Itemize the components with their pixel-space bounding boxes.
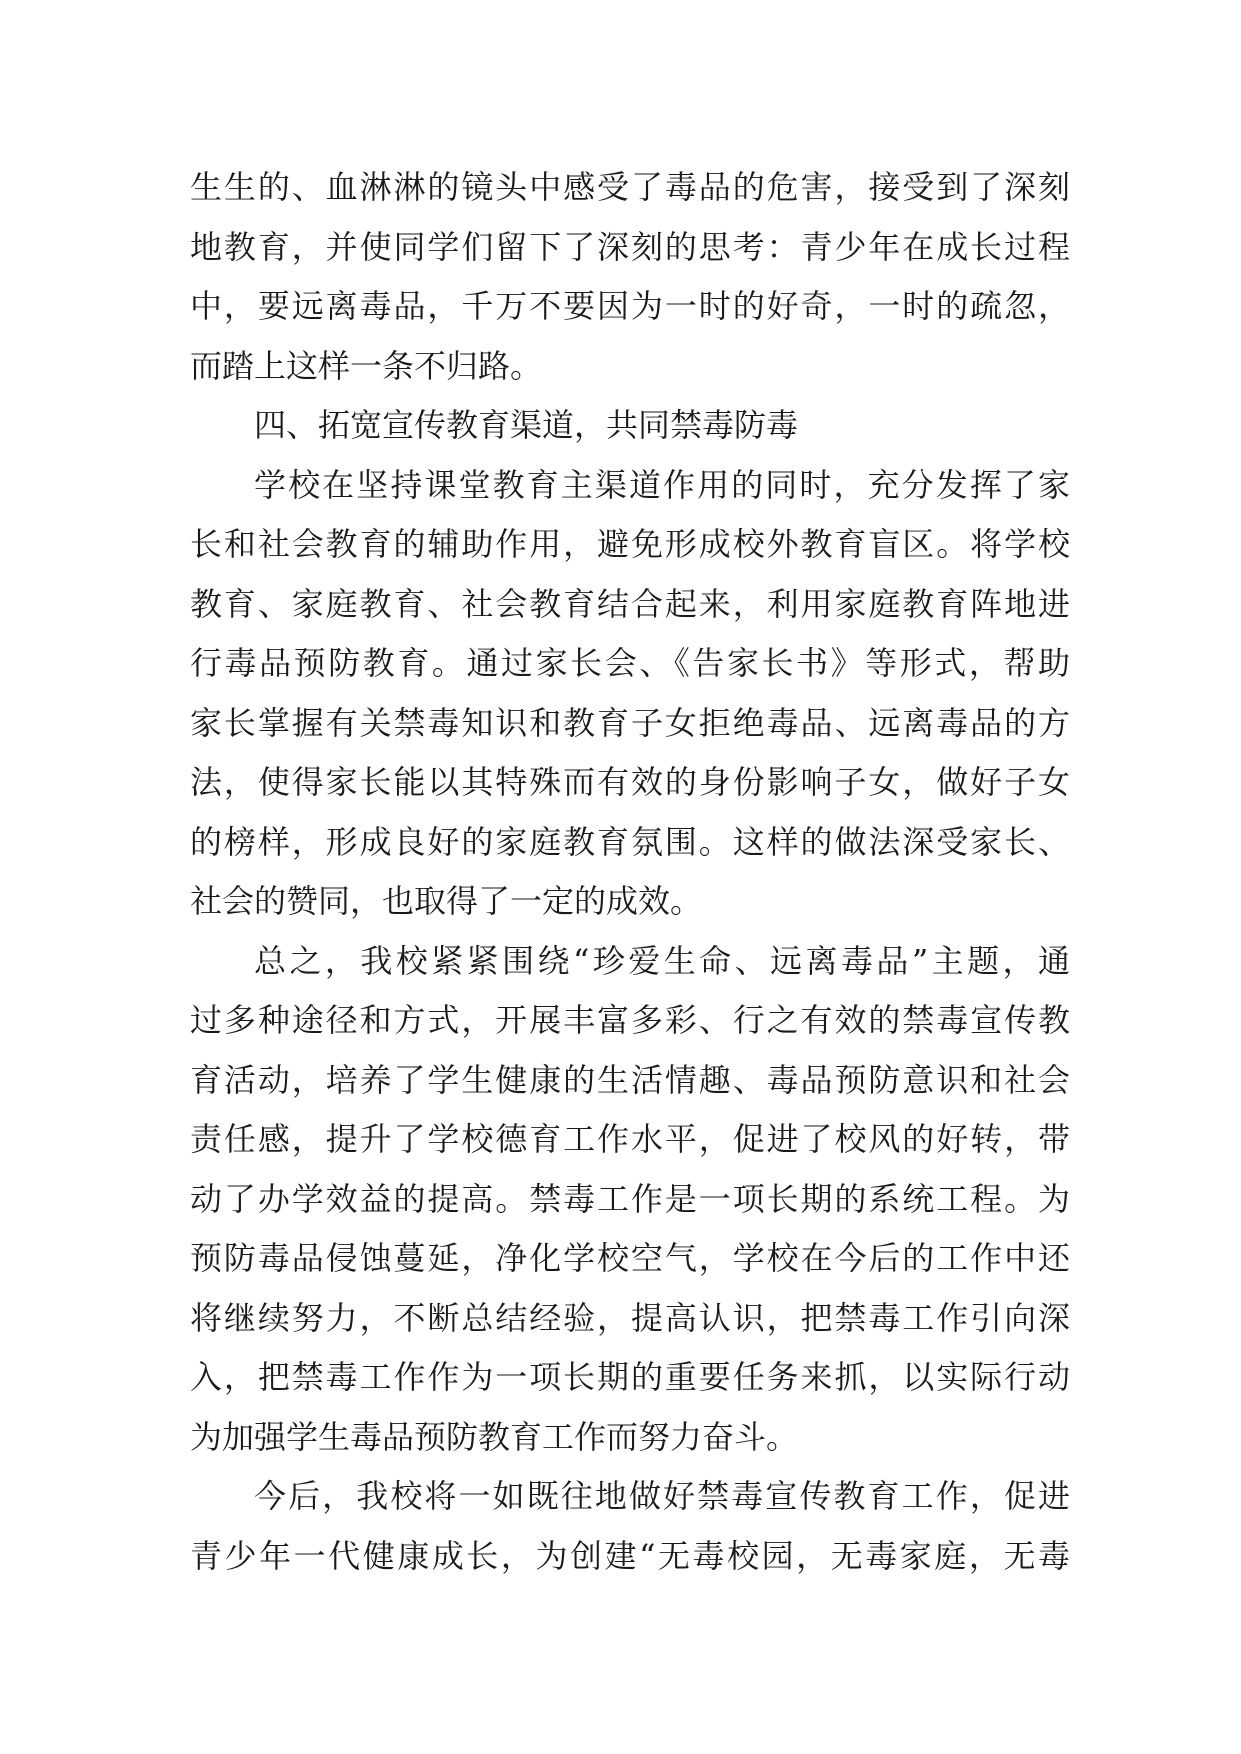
- text-line: 育活动，培养了学生健康的生活情趣、毒品预防意识和社会: [190, 1060, 1070, 1099]
- text-line: 法，使得家长能以其特殊而有效的身份影响子女，做好子女: [190, 763, 1070, 801]
- text-line: 过多种途径和方式，开展丰富多彩、行之有效的禁毒宣传教: [190, 1001, 1070, 1039]
- text-line: 责任感，提升了学校德育工作水平，促进了校风的好转，带: [190, 1120, 1070, 1158]
- text-line: 家长掌握有关禁毒知识和教育子女拒绝毒品、远离毒品的方: [190, 703, 1070, 742]
- text-line: 青少年一代健康成长，为创建“无毒校园，无毒家庭，无毒: [190, 1536, 1070, 1575]
- text-line: 预防毒品侵蚀蔓延，净化学校空气，学校在今后的工作中还: [190, 1239, 1070, 1277]
- text-line: 总之，我校紧紧围绕“珍爱生命、远离毒品”主题，通: [254, 941, 1070, 980]
- text-line: 地教育，并使同学们留下了深刻的思考：青少年在成长过程: [190, 227, 1070, 266]
- paragraph-1: [190, 158, 1070, 396]
- text-line: 将继续努力，不断总结经验，提高认识，把禁毒工作引向深: [190, 1298, 1070, 1337]
- text-line: 教育、家庭教育、社会教育结合起来，利用家庭教育阵地进: [190, 584, 1070, 623]
- section-heading: [190, 396, 1070, 456]
- text-line: 社会的赞同，也取得了一定的成效。: [190, 882, 703, 920]
- paragraph-3: [190, 456, 1070, 932]
- text-line: 的榜样，形成良好的家庭教育氛围。这样的做法深受家长、: [190, 822, 1070, 861]
- text-line: 学校在坚持课堂教育主渠道作用的同时，充分发挥了家: [254, 465, 1070, 504]
- text-line: 中，要远离毒品，千万不要因为一时的好奇，一时的疏忽，: [190, 287, 1070, 325]
- heading-line: 四、拓宽宣传教育渠道，共同禁毒防毒: [254, 406, 799, 444]
- text-line: 长和社会教育的辅助作用，避免形成校外教育盲区。将学校: [190, 525, 1070, 563]
- text-line: 生生的、血淋淋的镜头中感受了毒品的危害，接受到了深刻: [190, 168, 1070, 206]
- text-line: 今后，我校将一如既往地做好禁毒宣传教育工作，促进: [254, 1477, 1070, 1515]
- paragraph-4: [190, 932, 1070, 1468]
- text-line: 动了办学效益的提高。禁毒工作是一项长期的系统工程。为: [190, 1179, 1070, 1218]
- paragraph-5: [190, 1467, 1070, 1586]
- text-line: 行毒品预防教育。通过家长会、《告家长书》等形式，帮助: [190, 644, 1070, 682]
- document-body: [190, 158, 1070, 1586]
- text-line: 为加强学生毒品预防教育工作而努力奋斗。: [190, 1417, 799, 1456]
- text-line: 入，把禁毒工作作为一项长期的重要任务来抓，以实际行动: [190, 1358, 1070, 1396]
- text-line: 而踏上这样一条不归路。: [190, 346, 543, 385]
